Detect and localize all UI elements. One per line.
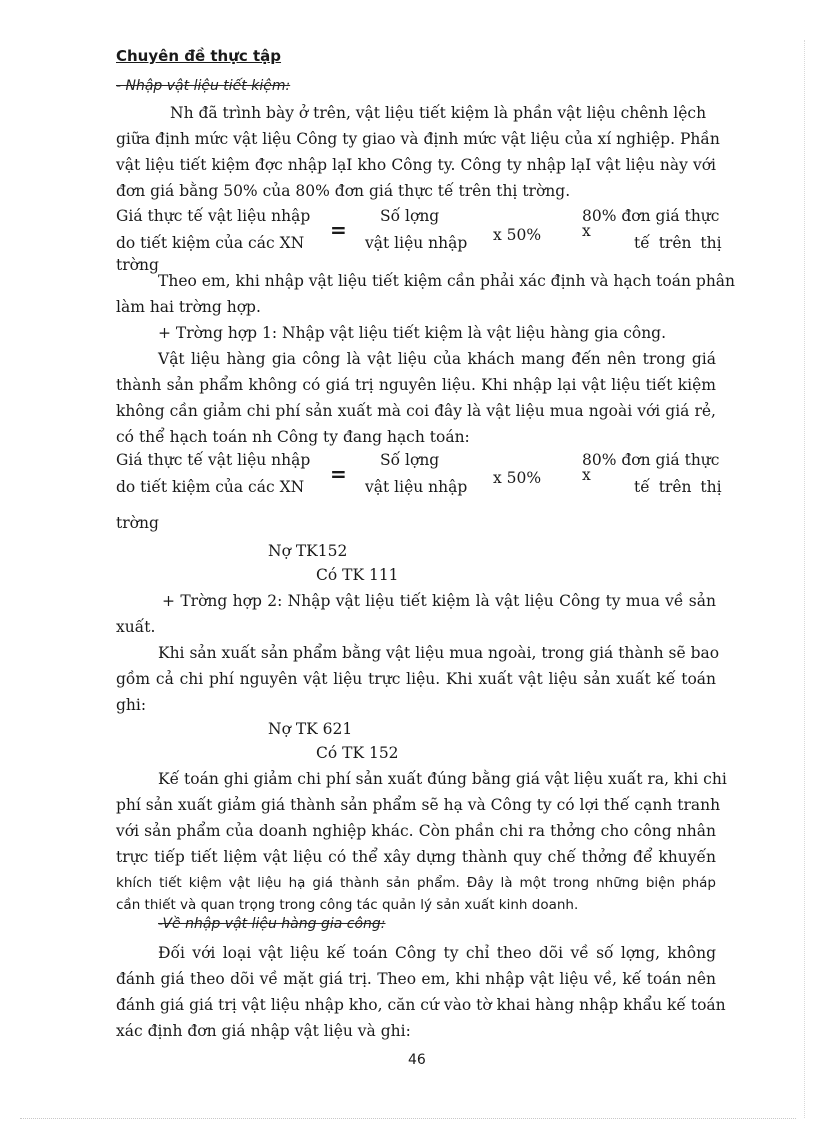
section-heading-processing: -Về nhập vật liệu hàng gia công: xyxy=(158,916,386,932)
paragraph-line: Vật liệu hàng gia công là vật liệu của khách mang đến nên trong giá xyxy=(158,350,716,368)
formula-price-label: tế trên thị xyxy=(634,478,722,496)
paragraph-line: có thể hạch toán nh Công ty đang hạch toán: xyxy=(116,428,470,446)
paragraph-line: cần thiết và quan trọng trong công tác quản lý sản xuất kinh doanh. xyxy=(116,897,579,913)
journal-credit: Có TK 152 xyxy=(316,744,399,762)
journal-debit: Nợ TK152 xyxy=(268,542,348,560)
page-right-edge xyxy=(804,40,805,1118)
section-heading-savings: - Nhập vật liệu tiết kiệm: xyxy=(116,78,291,94)
case-label: + Trờng hợp 2: Nhập vật liệu tiết kiệm là vật liệu Công ty mua về sản xyxy=(162,592,716,610)
paragraph-line: làm hai trờng hợp. xyxy=(116,298,261,316)
paragraph-line: với sản phẩm của doanh nghiệp khác. Còn phần chi ra thởng cho công nhân xyxy=(116,822,716,840)
equals-sign: = xyxy=(330,218,347,242)
paragraph-line: trực tiếp tiết liệm vật liệu có thể xây dựng thành quy chế thởng để khuyến xyxy=(116,848,716,866)
formula-quantity-label: Số lợng xyxy=(380,207,440,225)
equals-sign: = xyxy=(330,462,347,486)
formula-left-label: Giá thực tế vật liệu nhập xyxy=(116,451,311,469)
formula-multiply-sign: x xyxy=(582,222,591,240)
paragraph-line: gồm cả chi phí nguyên vật liệu trực liệu. Khi xuất vật liệu sản xuất kế toán xyxy=(116,670,716,688)
formula-multiply-sign: x xyxy=(582,466,591,484)
journal-credit: Có TK 111 xyxy=(316,566,399,584)
formula-multiplier: x 50% xyxy=(493,226,542,244)
paragraph-line: Kế toán ghi giảm chi phí sản xuất đúng bằng giá vật liệu xuất ra, khi chi xyxy=(158,770,727,788)
case-label: xuất. xyxy=(116,618,156,636)
paragraph-line: phí sản xuất giảm giá thành sản phẩm sẽ hạ và Công ty có lợi thế cạnh tranh xyxy=(116,796,721,814)
formula-tail: trờng xyxy=(116,514,159,532)
formula-left-label: do tiết kiệm của các XN xyxy=(116,234,305,252)
formula-tail: trờng xyxy=(116,256,159,274)
paragraph-line: đánh giá giá trị vật liệu nhập kho, căn cứ vào tờ khai hàng nhập khẩu kế toán xyxy=(116,996,726,1014)
paragraph-line: khích tiết kiệm vật liệu hạ giá thành sản phẩm. Đây là một trong những biện pháp xyxy=(116,875,716,891)
page-bottom-edge xyxy=(20,1118,796,1119)
paragraph-line: ghi: xyxy=(116,696,147,714)
paragraph-line: Khi sản xuất sản phẩm bằng vật liệu mua ngoài, trong giá thành sẽ bao xyxy=(158,644,720,662)
paragraph-line: Nh đã trình bày ở trên, vật liệu tiết kiệm là phần vật liệu chênh lệch xyxy=(170,104,707,122)
paragraph-line: đánh giá theo dõi về mặt giá trị. Theo em, khi nhập vật liệu về, kế toán nên xyxy=(116,970,716,988)
paragraph-line: đơn giá bằng 50% của 80% đơn giá thực tế trên thị trờng. xyxy=(116,182,571,200)
paragraph-line: giữa định mức vật liệu Công ty giao và định mức vật liệu của xí nghiệp. Phần xyxy=(116,130,720,148)
paragraph-line: Đối với loại vật liệu kế toán Công ty chỉ theo dõi về số lợng, không xyxy=(158,944,716,962)
paragraph-line: vật liệu tiết kiệm đợc nhập lạI kho Công ty. Công ty nhập lạI vật liệu này với xyxy=(116,156,716,174)
formula-quantity-label: vật liệu nhập xyxy=(365,478,468,496)
formula-left-label: do tiết kiệm của các XN xyxy=(116,478,305,496)
formula-quantity-label: Số lợng xyxy=(380,451,440,469)
journal-debit: Nợ TK 621 xyxy=(268,720,353,738)
formula-quantity-label: vật liệu nhập xyxy=(365,234,468,252)
page-number: 46 xyxy=(408,1052,426,1068)
formula-price-label: 80% đơn giá thực xyxy=(582,451,720,469)
paragraph-line: thành sản phẩm không có giá trị nguyên liệu. Khi nhập lại vật liệu tiết kiệm xyxy=(116,376,716,394)
formula-left-label: Giá thực tế vật liệu nhập xyxy=(116,207,311,225)
formula-price-label: tế trên thị xyxy=(634,234,722,252)
case-label: + Trờng hợp 1: Nhập vật liệu tiết kiệm là vật liệu hàng gia công. xyxy=(158,324,667,342)
formula-multiplier: x 50% xyxy=(493,469,542,487)
paragraph-line: xác định đơn giá nhập vật liệu và ghi: xyxy=(116,1022,411,1040)
formula-price-label: 80% đơn giá thực xyxy=(582,207,720,225)
paragraph-line: Theo em, khi nhập vật liệu tiết kiệm cần phải xác định và hạch toán phân xyxy=(158,272,736,290)
paragraph-line: không cần giảm chi phí sản xuất mà coi đây là vật liệu mua ngoài với giá rẻ, xyxy=(116,402,716,420)
document-header: Chuyên đề thực tập xyxy=(116,47,282,65)
